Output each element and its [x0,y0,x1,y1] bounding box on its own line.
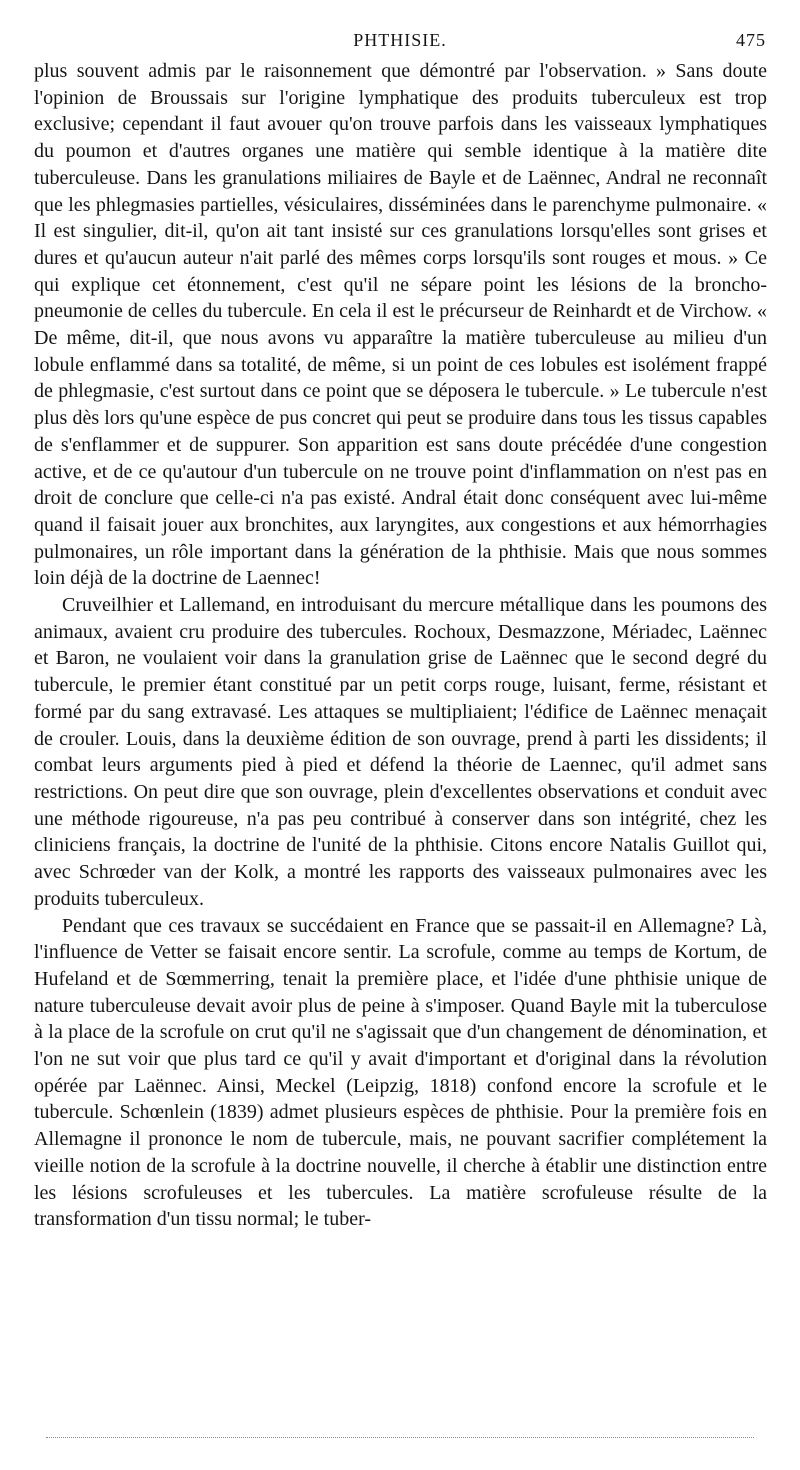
paragraph-1: plus souvent admis par le raisonnement que démontré par l'observation. » Sans doute l'opinion de Broussais sur l'origine lymphatique des produits tuberculeux est trop exclusive; cependant il faut avouer qu'on trouve parfois dans les vaisseaux lymphatiques du poumon et d'autres organes une matière qui semble identique à la matière dite tuberculeuse. Dans les granulations miliaires de Bayle et de Laënnec, Andral ne reconnaît que les phlegmasies partielles, vésiculaires, disséminées dans le parenchyme pulmonaire. « Il est singulier, dit-il, qu'on ait tant insisté sur ces granulations lorsqu'elles sont grises et dures et qu'aucun auteur n'ait parlé des mêmes corps lorsqu'ils sont rouges et mous. » Ce qui explique cet étonnement, c'est qu'il ne sépare point les lésions de la broncho-pneumonie de celles du tubercule. En cela il est le précurseur de Reinhardt et de Virchow. « De même, dit-il, que nous avons vu apparaître la matière tuberculeuse au milieu d'un lobule enflammé dans sa totalité, de même, si un point de ces lobules est isolément frappé de phlegmasie, c'est surtout dans ce point que se déposera le tubercule. » Le tubercule n'est plus dès lors qu'une espèce de pus concret qui peut se produire dans tous les tissus capables de s'enflammer et de suppurer. Son apparition est sans doute précédée d'une congestion active, et de ce qu'autour d'un tubercule on ne trouve point d'inflammation on n'est pas en droit de conclure que celle-ci n'a pas existé. Andral était donc conséquent avec lui-même quand il faisait jouer aux bronchites, aux laryngites, aux congestions et aux hémorrhagies pulmonaires, un rôle important dans la génération de la phthisie. Mais que nous sommes loin déjà de la doctrine de Laennec! [34,60,767,590]
running-title: PHTHISIE. [353,30,447,50]
paragraph-2: Cruveilhier et Lallemand, en introduisant du mercure métallique dans les poumons des animaux, avaient cru produire des tubercules. Rochoux, Desmazzone, Mériadec, Laënnec et Baron, ne voulaient voir dans la granulation grise de Laënnec que le second degré du tubercule, le premier étant constitué par un petit corps rouge, luisant, ferme, résistant et formé par du sang extravasé. Les attaques se multipliaient; l'édifice de Laënnec menaçait de crouler. Louis, dans la deuxième édition de son ouvrage, prend à parti les dissidents; il combat leurs arguments pied à pied et défend la théorie de Laennec, qu'il admet sans restrictions. On peut dire que son ouvrage, plein d'excellentes observations et conduit avec une méthode rigoureuse, n'a pas peu contribué à conserver dans son intégrité, chez les cliniciens français, la doctrine de l'unité de la phthisie. Citons encore Natalis Guillot qui, avec Schrœder van der Kolk, a montré les rapports des vaisseaux pulmonaires avec les produits tuberculeux. [34,594,767,910]
page-number: 475 [736,30,766,50]
paragraph-3: Pendant que ces travaux se succédaient en France que se passait-il en Allemagne? Là, l'influence de Vetter se faisait encore sentir. La scrofule, comme au temps de Kortum, de Hufeland et de Sœmmerring, tenait la première place, et l'idée d'une phthisie unique de nature tuberculeuse devait avoir plus de peine à s'imposer. Quand Bayle mit la tuberculose à la place de la scrofule on crut qu'il ne s'agissait que d'un changement de dénomination, et l'on ne sut voir que plus tard ce qu'il y avait d'important et d'original dans la révolution opérée par Laënnec. Ainsi, Meckel (Leipzig, 1818) confond encore la scrofule et le tubercule. Schœnlein (1839) admet plusieurs espèces de phthisie. Pour la première fois en Allemagne il prononce le nom de tubercule, mais, ne pouvant sacrifier complétement la vieille notion de la scrofule à la doctrine nouvelle, il cherche à établir une distinction entre les lésions scrofuleuses et les tubercules. La matière scrofuleuse résulte de la transformation d'un tissu normal; le tuber- [34,914,767,1231]
footer-rule [46,1437,754,1438]
page-header [34,30,766,56]
body-text [34,58,767,1233]
